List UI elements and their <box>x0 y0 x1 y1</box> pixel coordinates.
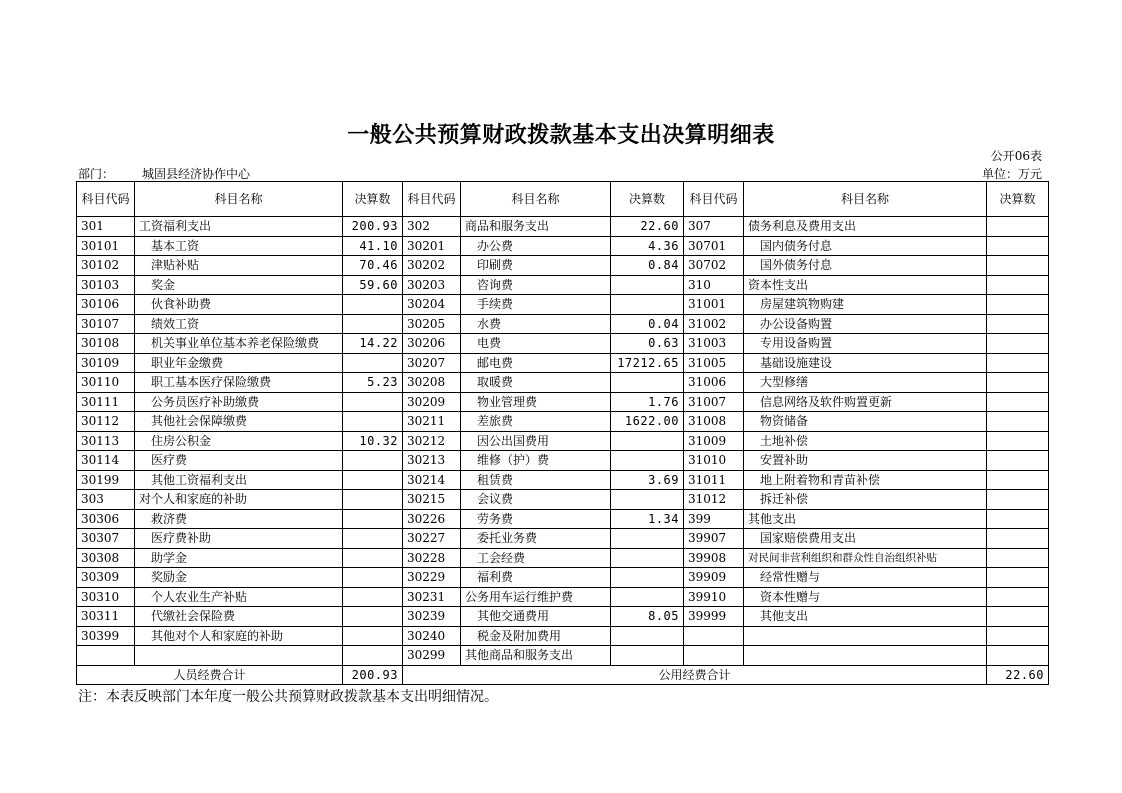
subject-code: 30112 <box>77 412 135 432</box>
subject-name: 个人农业生产补贴 <box>135 587 343 607</box>
subject-code: 30213 <box>403 451 461 471</box>
subject-code: 307 <box>684 217 744 237</box>
final-amount <box>987 412 1049 432</box>
table-row <box>77 470 1049 490</box>
unit-label: 单位：万元 <box>981 167 1042 181</box>
subject-code: 30110 <box>77 373 135 393</box>
final-amount <box>987 529 1049 549</box>
final-amount <box>987 646 1049 666</box>
subject-name: 会议费 <box>461 490 611 510</box>
header-code-1: 科目代码 <box>77 182 135 217</box>
table-row <box>77 295 1049 315</box>
subject-name: 工资福利支出 <box>135 217 343 237</box>
final-amount: 1.76 <box>611 392 684 412</box>
final-amount <box>343 587 403 607</box>
subject-name: 房屋建筑物购建 <box>744 295 987 315</box>
subject-name: 救济费 <box>135 509 343 529</box>
table-row <box>77 412 1049 432</box>
subject-code: 39910 <box>684 587 744 607</box>
table-row <box>77 314 1049 334</box>
subject-name: 物资储备 <box>744 412 987 432</box>
subject-name: 大型修缮 <box>744 373 987 393</box>
final-amount <box>343 568 403 588</box>
subject-name: 资本性支出 <box>744 275 987 295</box>
final-amount <box>987 373 1049 393</box>
subject-code: 30111 <box>77 392 135 412</box>
final-amount <box>611 626 684 646</box>
subject-name: 其他支出 <box>744 509 987 529</box>
subject-name: 津贴补贴 <box>135 256 343 276</box>
subject-code: 31009 <box>684 431 744 451</box>
final-amount <box>611 568 684 588</box>
subject-name: 水费 <box>461 314 611 334</box>
subject-name <box>744 626 987 646</box>
subject-name: 国内债务付息 <box>744 236 987 256</box>
subject-code: 301 <box>77 217 135 237</box>
subject-name: 租赁费 <box>461 470 611 490</box>
subject-name: 公务员医疗补助缴费 <box>135 392 343 412</box>
subject-code: 30109 <box>77 353 135 373</box>
subject-name: 信息网络及软件购置更新 <box>744 392 987 412</box>
final-amount <box>987 470 1049 490</box>
subject-code: 30309 <box>77 568 135 588</box>
subject-code: 302 <box>403 217 461 237</box>
final-amount <box>987 392 1049 412</box>
subject-name: 奖励金 <box>135 568 343 588</box>
final-amount <box>343 295 403 315</box>
public-total-label: 公用经费合计 <box>403 665 987 685</box>
subject-name: 医疗费补助 <box>135 529 343 549</box>
table-row <box>77 373 1049 393</box>
final-amount: 0.84 <box>611 256 684 276</box>
table-body <box>77 217 1049 666</box>
subject-name: 伙食补助费 <box>135 295 343 315</box>
subject-code: 31001 <box>684 295 744 315</box>
table-row <box>77 217 1049 237</box>
final-amount: 0.63 <box>611 334 684 354</box>
subject-name <box>135 646 343 666</box>
subject-code: 30212 <box>403 431 461 451</box>
header-code-3: 科目代码 <box>684 182 744 217</box>
subject-name: 其他工资福利支出 <box>135 470 343 490</box>
final-amount <box>987 548 1049 568</box>
table-row <box>77 275 1049 295</box>
expenditure-table <box>76 181 1049 685</box>
final-amount <box>987 256 1049 276</box>
subject-name: 取暖费 <box>461 373 611 393</box>
subject-code: 310 <box>684 275 744 295</box>
subject-code: 31003 <box>684 334 744 354</box>
final-amount <box>987 217 1049 237</box>
personnel-total-value: 200.93 <box>343 665 403 685</box>
subject-code: 31011 <box>684 470 744 490</box>
subject-code: 30231 <box>403 587 461 607</box>
final-amount <box>343 490 403 510</box>
subject-code: 30701 <box>684 236 744 256</box>
final-amount <box>987 275 1049 295</box>
subject-name: 地上附着物和青苗补偿 <box>744 470 987 490</box>
final-amount <box>343 353 403 373</box>
subject-code: 30208 <box>403 373 461 393</box>
subject-name: 物业管理费 <box>461 392 611 412</box>
final-amount <box>343 451 403 471</box>
subject-code: 30201 <box>403 236 461 256</box>
final-amount <box>611 295 684 315</box>
subject-name: 其他交通费用 <box>461 607 611 627</box>
subject-name: 国家赔偿费用支出 <box>744 529 987 549</box>
subject-code: 30209 <box>403 392 461 412</box>
subject-name: 维修（护）费 <box>461 451 611 471</box>
final-amount <box>611 451 684 471</box>
subject-code: 30310 <box>77 587 135 607</box>
final-amount: 22.60 <box>611 217 684 237</box>
table-row <box>77 392 1049 412</box>
subject-code: 30308 <box>77 548 135 568</box>
subject-name: 基础设施建设 <box>744 353 987 373</box>
final-amount: 5.23 <box>343 373 403 393</box>
footnote: 注：本表反映部门本年度一般公共预算财政拨款基本支出明细情况。 <box>78 689 498 705</box>
subject-code: 30203 <box>403 275 461 295</box>
final-amount <box>611 431 684 451</box>
final-amount <box>611 490 684 510</box>
header-name-3: 科目名称 <box>744 182 987 217</box>
subject-name: 安置补助 <box>744 451 987 471</box>
subject-name: 电费 <box>461 334 611 354</box>
table-row <box>77 607 1049 627</box>
table-row <box>77 568 1049 588</box>
subject-name: 机关事业单位基本养老保险缴费 <box>135 334 343 354</box>
table-row <box>77 626 1049 646</box>
subject-code: 30214 <box>403 470 461 490</box>
final-amount: 0.04 <box>611 314 684 334</box>
subject-name <box>744 646 987 666</box>
subject-code: 31008 <box>684 412 744 432</box>
final-amount <box>611 646 684 666</box>
final-amount <box>343 548 403 568</box>
final-amount <box>987 490 1049 510</box>
final-amount <box>343 412 403 432</box>
subject-code <box>77 646 135 666</box>
subject-code: 30306 <box>77 509 135 529</box>
department-line <box>78 165 250 182</box>
subject-code: 30206 <box>403 334 461 354</box>
subject-name: 专用设备购置 <box>744 334 987 354</box>
subject-name: 资本性赠与 <box>744 587 987 607</box>
subject-name: 办公设备购置 <box>744 314 987 334</box>
subject-code: 30307 <box>77 529 135 549</box>
subject-code: 30207 <box>403 353 461 373</box>
final-amount <box>987 509 1049 529</box>
subject-code: 30108 <box>77 334 135 354</box>
final-amount <box>987 451 1049 471</box>
subject-name: 国外债务付息 <box>744 256 987 276</box>
subject-name: 咨询费 <box>461 275 611 295</box>
subject-name: 劳务费 <box>461 509 611 529</box>
final-amount <box>343 607 403 627</box>
subject-name: 住房公积金 <box>135 431 343 451</box>
subject-name: 其他商品和服务支出 <box>461 646 611 666</box>
subject-code: 31005 <box>684 353 744 373</box>
subject-code: 30205 <box>403 314 461 334</box>
header-value-3: 决算数 <box>987 182 1049 217</box>
table-row <box>77 236 1049 256</box>
subject-code: 39907 <box>684 529 744 549</box>
subject-name: 福利费 <box>461 568 611 588</box>
table-row <box>77 529 1049 549</box>
final-amount <box>611 548 684 568</box>
subject-name: 拆迁补偿 <box>744 490 987 510</box>
subject-code: 30102 <box>77 256 135 276</box>
subject-name: 经常性赠与 <box>744 568 987 588</box>
final-amount <box>343 529 403 549</box>
subject-name: 邮电费 <box>461 353 611 373</box>
final-amount <box>987 295 1049 315</box>
subject-name: 职工基本医疗保险缴费 <box>135 373 343 393</box>
subject-code: 30107 <box>77 314 135 334</box>
subject-code: 30204 <box>403 295 461 315</box>
final-amount: 10.32 <box>343 431 403 451</box>
final-amount <box>987 431 1049 451</box>
final-amount <box>343 509 403 529</box>
final-amount <box>611 275 684 295</box>
subject-name: 职业年金缴费 <box>135 353 343 373</box>
table-row <box>77 353 1049 373</box>
subject-code: 30240 <box>403 626 461 646</box>
final-amount <box>987 568 1049 588</box>
subject-code <box>684 646 744 666</box>
table-row <box>77 548 1049 568</box>
final-amount: 1622.00 <box>611 412 684 432</box>
final-amount: 200.93 <box>343 217 403 237</box>
final-amount: 3.69 <box>611 470 684 490</box>
final-amount <box>987 607 1049 627</box>
subject-name: 委托业务费 <box>461 529 611 549</box>
final-amount <box>343 314 403 334</box>
subject-name: 办公费 <box>461 236 611 256</box>
final-amount <box>987 353 1049 373</box>
subject-code: 31010 <box>684 451 744 471</box>
final-amount <box>987 334 1049 354</box>
table-row <box>77 646 1049 666</box>
subject-name: 因公出国费用 <box>461 431 611 451</box>
subject-code: 31012 <box>684 490 744 510</box>
form-number: 公开06表 <box>990 149 1042 163</box>
subject-name: 其他对个人和家庭的补助 <box>135 626 343 646</box>
table-row <box>77 451 1049 471</box>
subject-code: 30228 <box>403 548 461 568</box>
subject-code: 399 <box>684 509 744 529</box>
subject-code: 30229 <box>403 568 461 588</box>
subject-name: 手续费 <box>461 295 611 315</box>
final-amount: 1.34 <box>611 509 684 529</box>
subject-code: 30239 <box>403 607 461 627</box>
final-amount <box>611 529 684 549</box>
header-name-1: 科目名称 <box>135 182 343 217</box>
table-row <box>77 256 1049 276</box>
subject-code: 31007 <box>684 392 744 412</box>
table-row <box>77 509 1049 529</box>
subject-code: 30227 <box>403 529 461 549</box>
totals-row <box>77 665 1049 685</box>
subject-code: 30114 <box>77 451 135 471</box>
subject-name: 土地补偿 <box>744 431 987 451</box>
department-label: 部门： <box>78 167 115 181</box>
final-amount <box>987 626 1049 646</box>
subject-code: 30113 <box>77 431 135 451</box>
subject-code: 30226 <box>403 509 461 529</box>
header-code-2: 科目代码 <box>403 182 461 217</box>
subject-name: 对个人和家庭的补助 <box>135 490 343 510</box>
final-amount: 41.10 <box>343 236 403 256</box>
final-amount <box>611 373 684 393</box>
subject-name: 奖金 <box>135 275 343 295</box>
table-row <box>77 334 1049 354</box>
subject-code: 30103 <box>77 275 135 295</box>
final-amount <box>987 314 1049 334</box>
table-row <box>77 431 1049 451</box>
subject-code: 30101 <box>77 236 135 256</box>
table-header-row <box>77 182 1049 217</box>
subject-code: 39908 <box>684 548 744 568</box>
subject-code: 39999 <box>684 607 744 627</box>
header-name-2: 科目名称 <box>461 182 611 217</box>
subject-code: 30215 <box>403 490 461 510</box>
subject-code: 303 <box>77 490 135 510</box>
final-amount: 4.36 <box>611 236 684 256</box>
subject-code: 31002 <box>684 314 744 334</box>
subject-code: 31006 <box>684 373 744 393</box>
subject-code: 30399 <box>77 626 135 646</box>
subject-code: 30202 <box>403 256 461 276</box>
subject-code: 30702 <box>684 256 744 276</box>
subject-name: 税金及附加费用 <box>461 626 611 646</box>
subject-name: 工会经费 <box>461 548 611 568</box>
table-row <box>77 490 1049 510</box>
table-row <box>77 587 1049 607</box>
subject-name: 公务用车运行维护费 <box>461 587 611 607</box>
subject-name: 债务利息及费用支出 <box>744 217 987 237</box>
final-amount: 17212.65 <box>611 353 684 373</box>
final-amount: 70.46 <box>343 256 403 276</box>
subject-code: 30311 <box>77 607 135 627</box>
subject-name: 其他社会保障缴费 <box>135 412 343 432</box>
header-value-1: 决算数 <box>343 182 403 217</box>
final-amount: 59.60 <box>343 275 403 295</box>
subject-name: 对民间非营利组织和群众性自治组织补贴 <box>744 548 987 568</box>
final-amount <box>343 470 403 490</box>
subject-name: 代缴社会保险费 <box>135 607 343 627</box>
final-amount <box>343 626 403 646</box>
final-amount <box>343 646 403 666</box>
subject-name: 基本工资 <box>135 236 343 256</box>
subject-code: 30211 <box>403 412 461 432</box>
subject-name: 其他支出 <box>744 607 987 627</box>
final-amount <box>987 236 1049 256</box>
subject-code: 39909 <box>684 568 744 588</box>
subject-name: 助学金 <box>135 548 343 568</box>
subject-name: 差旅费 <box>461 412 611 432</box>
final-amount <box>987 587 1049 607</box>
subject-code: 30106 <box>77 295 135 315</box>
final-amount: 14.22 <box>343 334 403 354</box>
subject-code: 30299 <box>403 646 461 666</box>
subject-code <box>684 626 744 646</box>
final-amount: 8.05 <box>611 607 684 627</box>
personnel-total-label: 人员经费合计 <box>77 665 343 685</box>
header-value-2: 决算数 <box>611 182 684 217</box>
page-title: 一般公共预算财政拨款基本支出决算明细表 <box>347 123 775 148</box>
final-amount <box>611 587 684 607</box>
subject-name: 商品和服务支出 <box>461 217 611 237</box>
subject-name: 医疗费 <box>135 451 343 471</box>
subject-name: 印刷费 <box>461 256 611 276</box>
department-name: 城固县经济协作中心 <box>142 167 251 181</box>
subject-code: 30199 <box>77 470 135 490</box>
final-amount <box>343 392 403 412</box>
subject-name: 绩效工资 <box>135 314 343 334</box>
public-total-value: 22.60 <box>987 665 1049 685</box>
